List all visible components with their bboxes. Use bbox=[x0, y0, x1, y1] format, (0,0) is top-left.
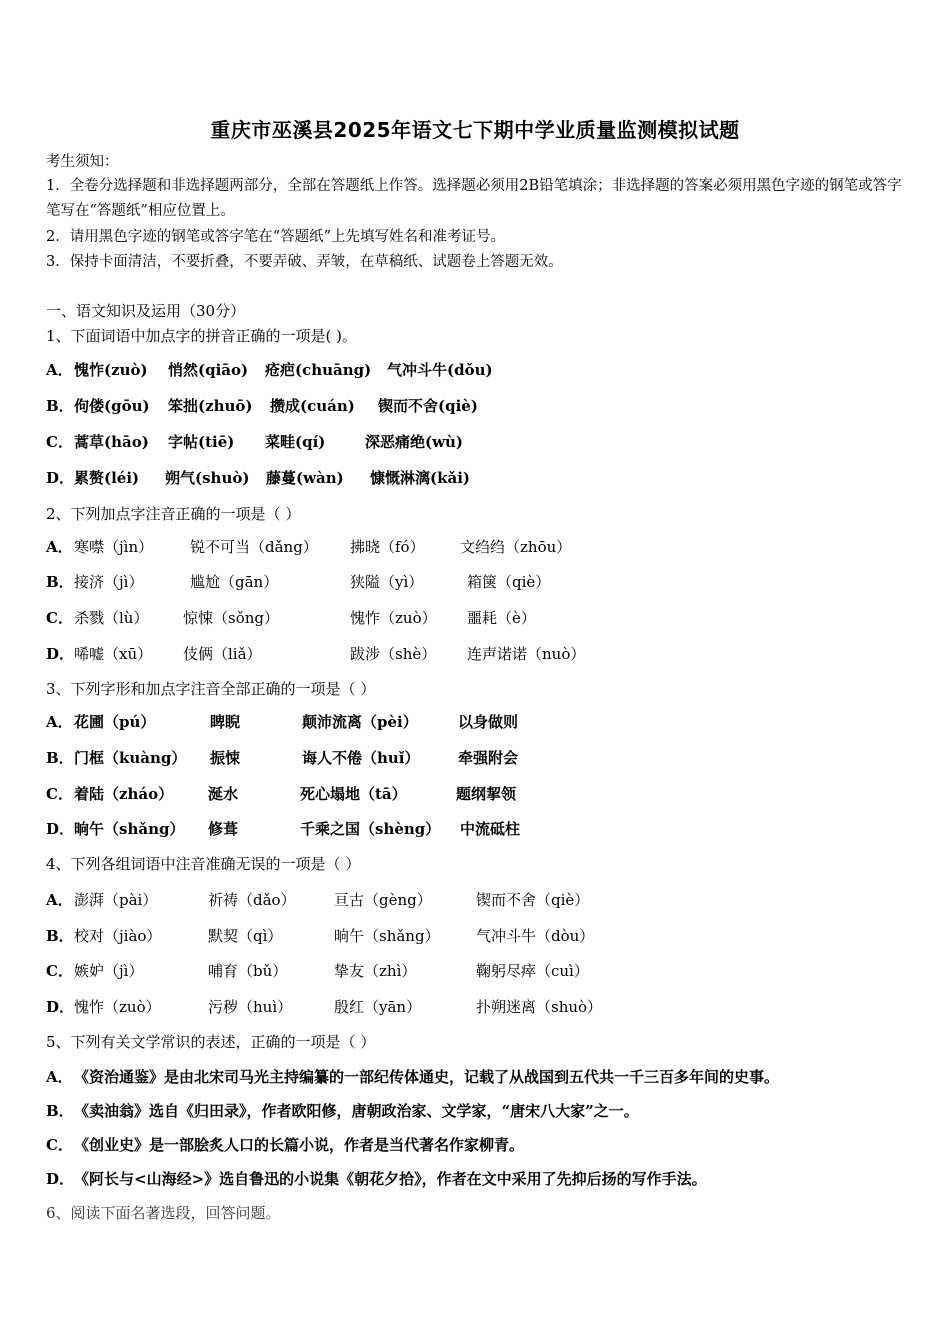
option-label: A． bbox=[46, 1068, 73, 1086]
option-item: 修葺 bbox=[208, 820, 239, 838]
option-item: 菜畦(qí) bbox=[265, 433, 326, 451]
option-text: 《卖油翁》选自《归田录》，作者欧阳修，唐朝政治家、文学家，“唐宋八大家”之一。 bbox=[74, 1102, 639, 1120]
option-item: 箱箧（qiè） bbox=[467, 573, 551, 591]
option-item: 慷慨淋漓(kǎi) bbox=[370, 469, 471, 487]
option-item: 亘古（gèng） bbox=[334, 891, 432, 909]
option-label: C． bbox=[46, 785, 73, 803]
option-label: C． bbox=[46, 433, 73, 451]
option-item: 门框（kuàng） bbox=[74, 749, 187, 767]
option-item: 涎水 bbox=[208, 785, 239, 803]
option-item: 殷红（yān） bbox=[334, 998, 422, 1016]
option-label: C． bbox=[46, 1136, 73, 1154]
section-heading: 一、语文知识及运用（30分） bbox=[46, 302, 246, 320]
question-2-stem: 2、下列加点字注音正确的一项是（ ） bbox=[46, 505, 301, 523]
option-item: 唏嘘（xū） bbox=[74, 645, 153, 663]
option-item: 诲人不倦（huǐ） bbox=[302, 749, 420, 767]
notice-item-1: 1．全卷分选择题和非选择题两部分，全部在答题纸上作答。选择题必须用2B铅笔填涂；非选择题的答案必须用黑色字迹的钢笔或答字笔写在“答题纸”相应位置上。 bbox=[46, 178, 902, 219]
option-item: 朔气(shuò) bbox=[165, 469, 250, 487]
question-5-stem: 5、下列有关文学常识的表述，正确的一项是（ ） bbox=[46, 1033, 376, 1051]
option-item: 累赘(léi) bbox=[74, 469, 140, 487]
option-label: C． bbox=[46, 609, 73, 627]
option-label: D． bbox=[46, 1170, 75, 1188]
option-item: 锲而不舍(qiè) bbox=[378, 397, 478, 415]
option-item: 默契（qì） bbox=[208, 927, 283, 945]
option-item: 攒成(cuán) bbox=[270, 397, 355, 415]
option-item: 惊悚（sǒng） bbox=[183, 609, 279, 627]
option-item: 蒿草(hāo) bbox=[74, 433, 149, 451]
option-item: 寒噤（jìn） bbox=[74, 538, 154, 556]
option-label: C． bbox=[46, 962, 73, 980]
question-3-stem: 3、下列字形和加点字注音全部正确的一项是（ ） bbox=[46, 680, 376, 698]
option-item: 愧怍（zuò） bbox=[74, 998, 161, 1016]
option-label: B． bbox=[46, 927, 74, 945]
option-item: 狭隘（yì） bbox=[350, 573, 424, 591]
option-item: 中流砥柱 bbox=[460, 820, 521, 838]
option-item: 连声诺诺（nuò） bbox=[467, 645, 586, 663]
option-item: 千乘之国（shèng） bbox=[300, 820, 441, 838]
option-item: 深恶痛绝(wù) bbox=[365, 433, 464, 451]
option-item: 着陆（zháo） bbox=[74, 785, 174, 803]
option-label: A． bbox=[46, 891, 73, 909]
option-item: 颠沛流离（pèi） bbox=[302, 713, 418, 731]
option-item: 花圃（pú） bbox=[74, 713, 156, 731]
option-item: 扑朔迷离（shuò） bbox=[476, 998, 603, 1016]
option-item: 校对（jiào） bbox=[74, 927, 162, 945]
question-4-stem: 4、下列各组词语中注音准确无误的一项是（ ） bbox=[46, 855, 361, 873]
notice-heading: 考生须知： bbox=[46, 154, 119, 170]
option-label: D． bbox=[46, 998, 75, 1016]
option-item: 愧怍(zuò) bbox=[74, 361, 148, 379]
notice-item-2: 2．请用黑色字迹的钢笔或答字笔在“答题纸”上先填写姓名和准考证号。 bbox=[46, 229, 506, 245]
option-label: B． bbox=[46, 1102, 74, 1120]
option-label: A． bbox=[46, 361, 73, 379]
option-item: 噩耗（è） bbox=[467, 609, 536, 627]
option-item: 接济（jì） bbox=[74, 573, 144, 591]
option-item: 伎俩（liǎ） bbox=[183, 645, 262, 663]
option-item: 哺育（bǔ） bbox=[208, 962, 288, 980]
option-text: 《资治通鉴》是由北宋司马光主持编纂的一部纪传体通史，记载了从战国到五代共一千三百多年间的史事。 bbox=[74, 1068, 780, 1086]
option-item: 祈祷（dǎo） bbox=[208, 891, 296, 909]
option-label: A． bbox=[46, 538, 73, 556]
option-item: 字帖(tiē) bbox=[168, 433, 235, 451]
option-item: 笨拙(zhuō) bbox=[168, 397, 253, 415]
option-item: 题纲挈领 bbox=[456, 785, 517, 803]
option-item: 杀戮（lù） bbox=[74, 609, 149, 627]
option-item: 愧怍（zuò） bbox=[350, 609, 437, 627]
option-item: 牵强附会 bbox=[458, 749, 519, 767]
option-item: 以身做则 bbox=[458, 713, 519, 731]
question-1-stem: 1、下面词语中加点字的拼音正确的一项是( )。 bbox=[46, 327, 358, 345]
page-title: 重庆市巫溪县2025年语文七下期中学业质量监测模拟试题 bbox=[210, 118, 740, 142]
option-text: 《阿长与<山海经>》选自鲁迅的小说集《朝花夕拾》，作者在文中采用了先抑后扬的写作手法。 bbox=[74, 1170, 707, 1188]
question-6-stem: 6、阅读下面名著选段，回答问题。 bbox=[46, 1204, 281, 1222]
option-item: 死心塌地（tā） bbox=[300, 785, 407, 803]
option-item: 嫉妒（jì） bbox=[74, 962, 144, 980]
option-item: 佝偻(gōu) bbox=[74, 397, 150, 415]
option-item: 悄然(qiāo) bbox=[168, 361, 249, 379]
option-label: D． bbox=[46, 645, 75, 663]
option-label: B． bbox=[46, 397, 74, 415]
option-item: 挚友（zhì） bbox=[334, 962, 417, 980]
option-item: 尴尬（gān） bbox=[190, 573, 279, 591]
option-item: 气冲斗牛（dòu） bbox=[476, 927, 595, 945]
option-label: D． bbox=[46, 820, 75, 838]
option-item: 跋涉（shè） bbox=[350, 645, 437, 663]
option-item: 藤蔓(wàn) bbox=[266, 469, 344, 487]
option-item: 疮疤(chuāng) bbox=[265, 361, 372, 379]
option-item: 澎湃（pài） bbox=[74, 891, 158, 909]
option-item: 锐不可当（dǎng） bbox=[190, 538, 318, 556]
option-item: 拂晓（fó） bbox=[350, 538, 425, 556]
option-item: 锲而不舍（qiè） bbox=[476, 891, 590, 909]
option-label: B． bbox=[46, 749, 74, 767]
option-item: 晌午（shǎng） bbox=[334, 927, 440, 945]
option-item: 污秽（huì） bbox=[208, 998, 293, 1016]
option-item: 振悚 bbox=[210, 749, 241, 767]
option-label: B． bbox=[46, 573, 74, 591]
option-text: 《创业史》是一部脍炙人口的长篇小说，作者是当代著名作家柳青。 bbox=[74, 1136, 525, 1154]
option-item: 晌午（shǎng） bbox=[74, 820, 185, 838]
notice-item-3: 3．保持卡面清洁，不要折叠，不要弄破、弄皱，在草稿纸、试题卷上答题无效。 bbox=[46, 254, 563, 270]
option-label: D． bbox=[46, 469, 75, 487]
option-label: A． bbox=[46, 713, 73, 731]
option-item: 气冲斗牛(dǒu) bbox=[387, 361, 493, 379]
option-item: 鞠躬尽瘁（cuì） bbox=[476, 962, 589, 980]
option-item: 睥睨 bbox=[210, 713, 241, 731]
option-item: 文绉绉（zhōu） bbox=[460, 538, 572, 556]
